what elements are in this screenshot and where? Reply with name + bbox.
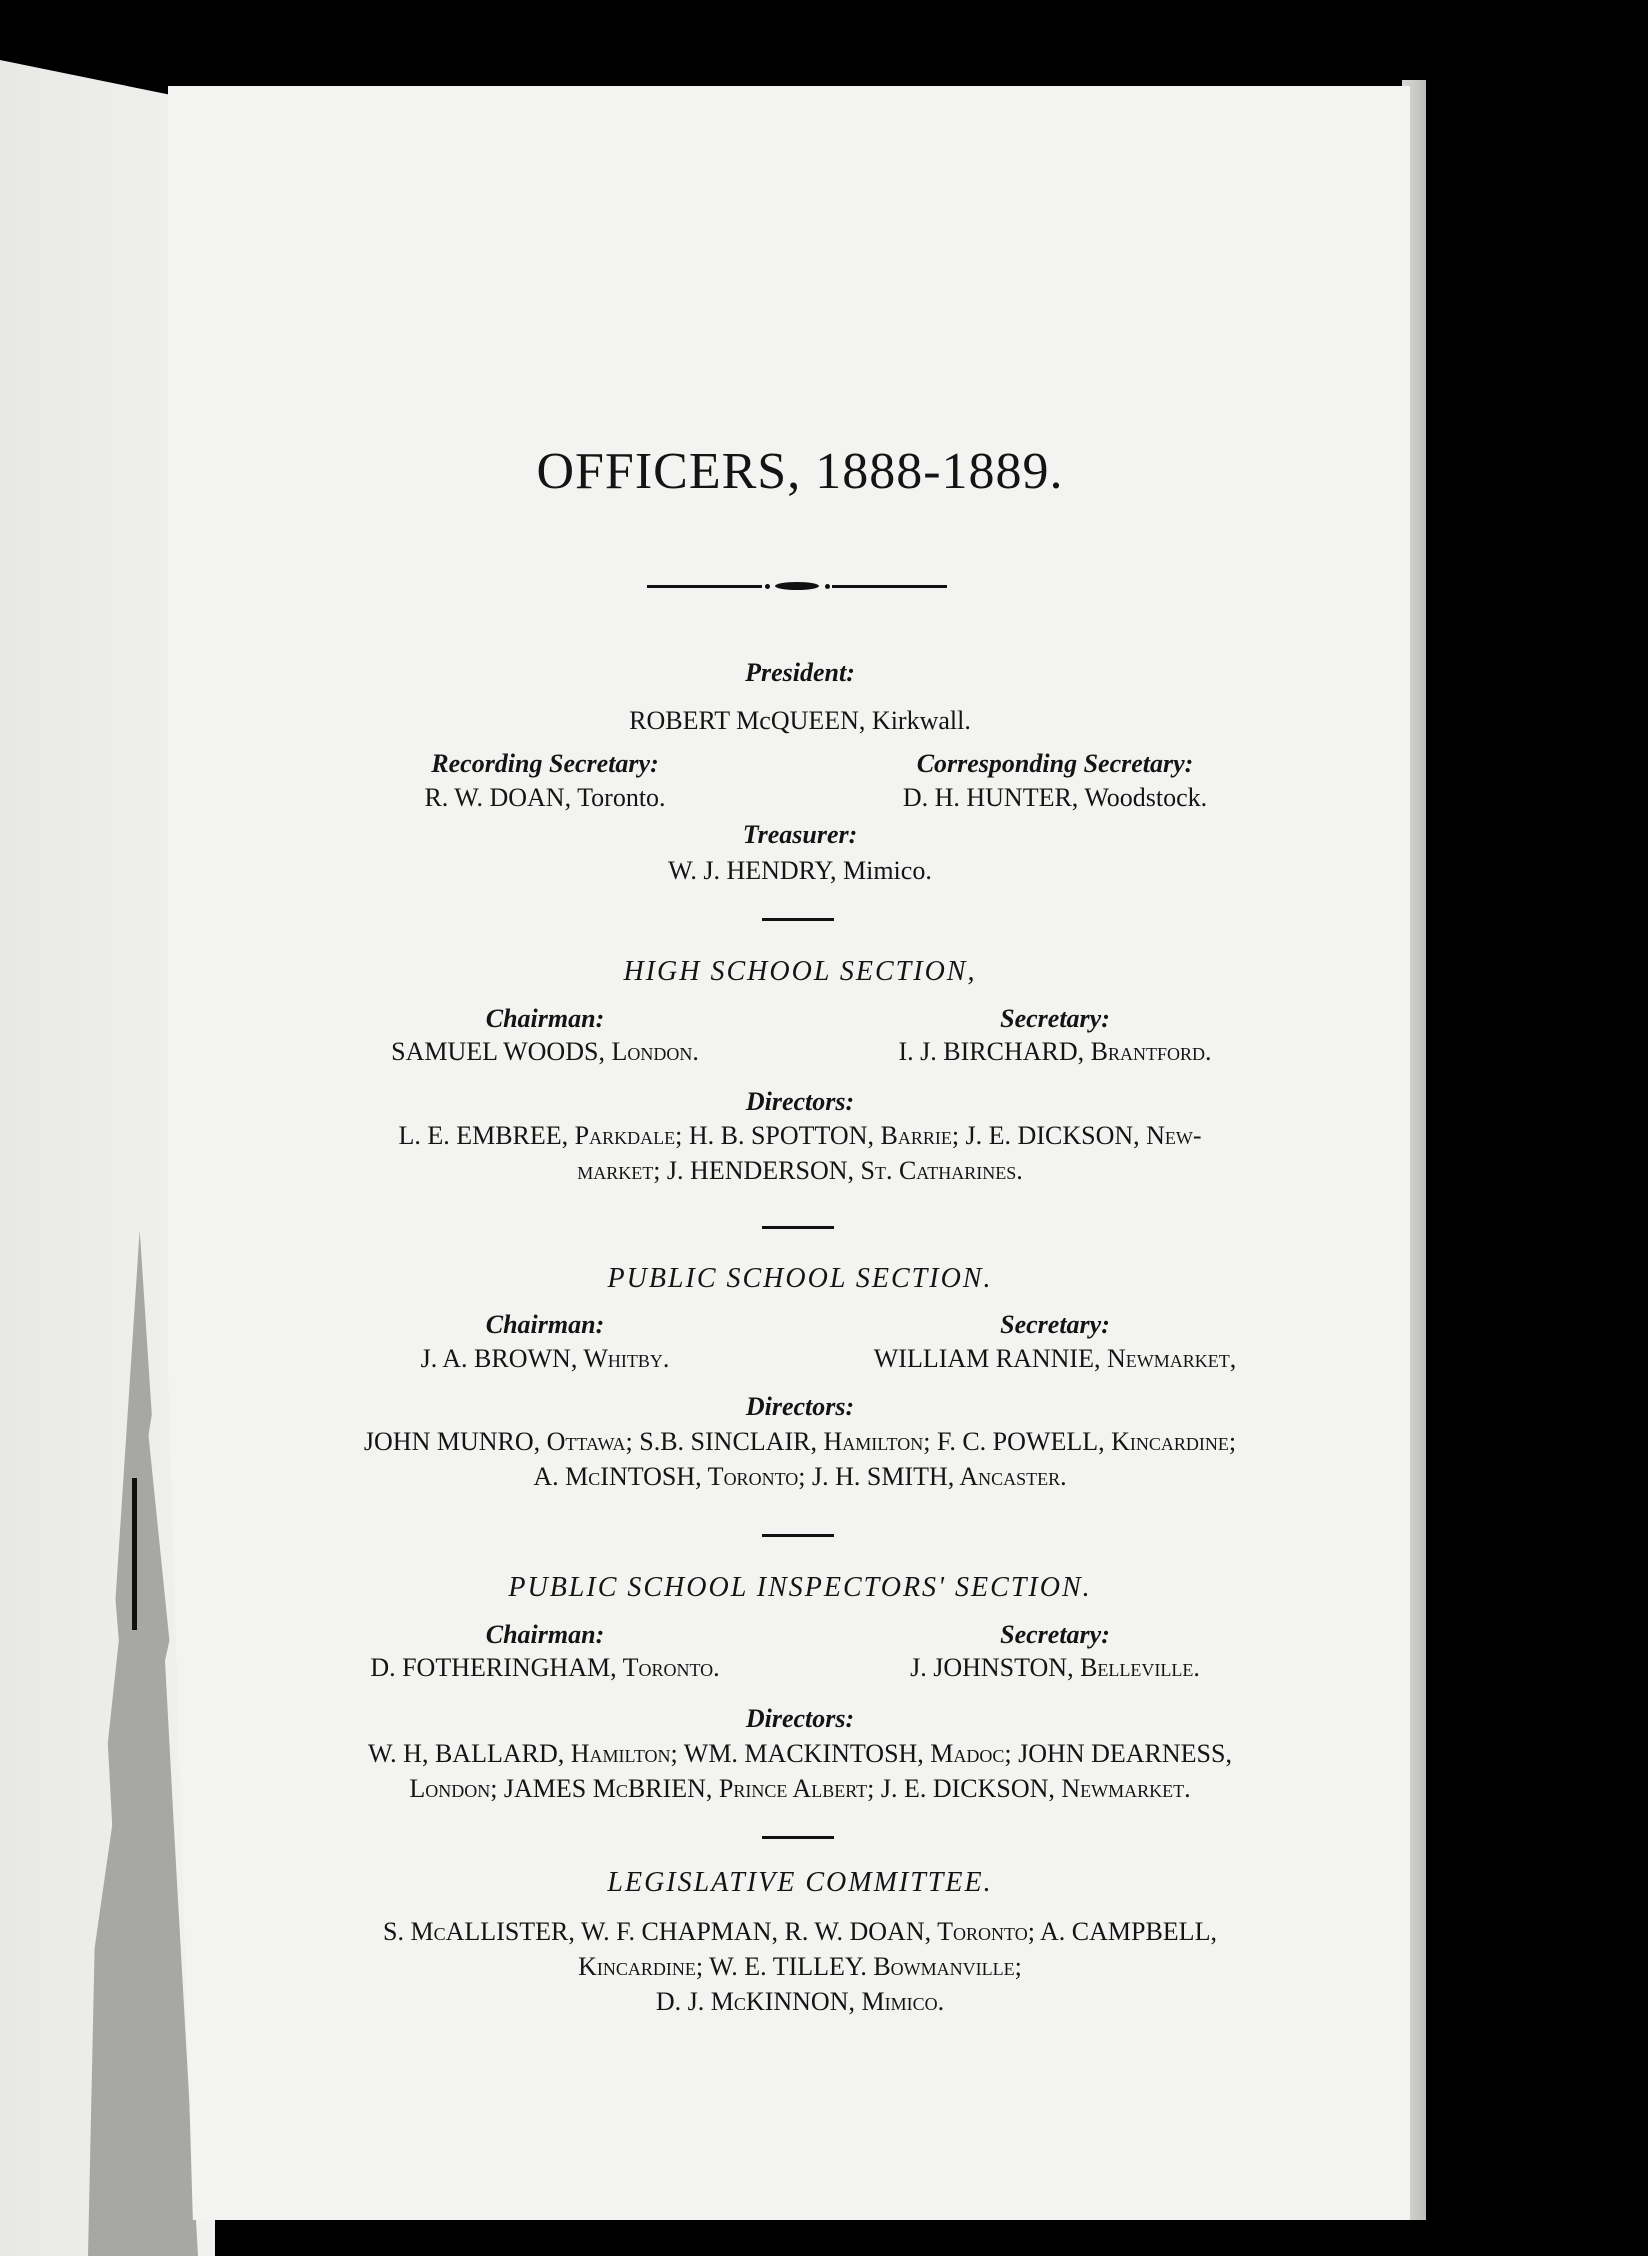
ornament-dot-left — [765, 584, 770, 589]
public-school-directors-label: Directors: — [745, 1392, 855, 1421]
high-school-secretary-name: I. J. BIRCHARD, Brantford. — [898, 1037, 1212, 1066]
president-label: President: — [745, 658, 855, 687]
page-content — [300, 0, 1300, 2256]
inspectors-secretary-label: Secretary: — [1000, 1620, 1110, 1649]
section-divider — [762, 1226, 834, 1229]
legislative-line1: S. McALLISTER, W. F. CHAPMAN, R. W. DOAN, Toronto; A. CAMPBELL, — [383, 1917, 1217, 1946]
treasurer-name: W. J. HENDRY, Mimico. — [668, 856, 932, 885]
recording-secretary-label: Recording Secretary: — [431, 749, 659, 778]
inspectors-directors-label: Directors: — [745, 1704, 855, 1733]
high-school-directors-line1: L. E. EMBREE, Parkdale; H. B. SPOTTON, Barrie; J. E. DICKSON, New- — [398, 1121, 1202, 1150]
ornament-line-left — [647, 585, 762, 588]
high-school-heading: HIGH SCHOOL SECTION, — [623, 956, 977, 987]
ornament-line-right — [832, 585, 947, 588]
inspectors-heading: PUBLIC SCHOOL INSPECTORS' SECTION. — [508, 1572, 1092, 1603]
ornament-center — [775, 582, 819, 590]
corresponding-secretary-name: D. H. HUNTER, Woodstock. — [902, 783, 1208, 812]
binding-mark — [132, 1478, 137, 1630]
inspectors-directors-line1: W. H, BALLARD, Hamilton; WM. MACKINTOSH, Madoc; JOHN DEARNESS, — [368, 1739, 1232, 1768]
treasurer-label: Treasurer: — [742, 820, 858, 849]
high-school-chairman-label: Chairman: — [485, 1004, 605, 1033]
legislative-heading: LEGISLATIVE COMMITTEE. — [607, 1867, 993, 1898]
inspectors-secretary-name: J. JOHNSTON, Belleville. — [910, 1653, 1200, 1682]
inspectors-chairman-label: Chairman: — [485, 1620, 605, 1649]
high-school-directors-label: Directors: — [745, 1087, 855, 1116]
high-school-chairman-name: SAMUEL WOODS, London. — [391, 1037, 699, 1066]
section-divider — [762, 918, 834, 921]
high-school-directors-line2: market; J. HENDERSON, St. Catharines. — [577, 1156, 1023, 1185]
public-school-secretary-label: Secretary: — [1000, 1310, 1110, 1339]
ornament-dot-right — [825, 584, 830, 589]
public-school-chairman-name: J. A. BROWN, Whitby. — [420, 1344, 670, 1373]
public-school-secretary-name: WILLIAM RANNIE, Newmarket, — [873, 1344, 1237, 1373]
recording-secretary-name: R. W. DOAN, Toronto. — [424, 783, 666, 812]
public-school-chairman-label: Chairman: — [485, 1310, 605, 1339]
section-divider — [762, 1836, 834, 1839]
legislative-line2: Kincardine; W. E. TILLEY. Bowmanville; — [578, 1952, 1022, 1981]
public-school-heading: PUBLIC SCHOOL SECTION. — [607, 1263, 993, 1294]
page-title: OFFICERS, 1888-1889. — [536, 443, 1064, 500]
section-divider — [762, 1534, 834, 1537]
inspectors-directors-line2: London; JAMES McBRIEN, Prince Albert; J. E. DICKSON, Newmarket. — [409, 1774, 1191, 1803]
public-school-directors-line1: JOHN MUNRO, Ottawa; S.B. SINCLAIR, Hamilton; F. C. POWELL, Kincardine; — [363, 1427, 1237, 1456]
high-school-secretary-label: Secretary: — [1000, 1004, 1110, 1033]
inspectors-chairman-name: D. FOTHERINGHAM, Toronto. — [370, 1653, 720, 1682]
legislative-line3: D. J. McKINNON, Mimico. — [655, 1987, 945, 2016]
title-ornament — [647, 580, 947, 592]
public-school-directors-line2: A. McINTOSH, Toronto; J. H. SMITH, Ancaster. — [533, 1462, 1067, 1491]
president-name: ROBERT McQUEEN, Kirkwall. — [629, 706, 971, 735]
corresponding-secretary-label: Corresponding Secretary: — [916, 749, 1194, 778]
